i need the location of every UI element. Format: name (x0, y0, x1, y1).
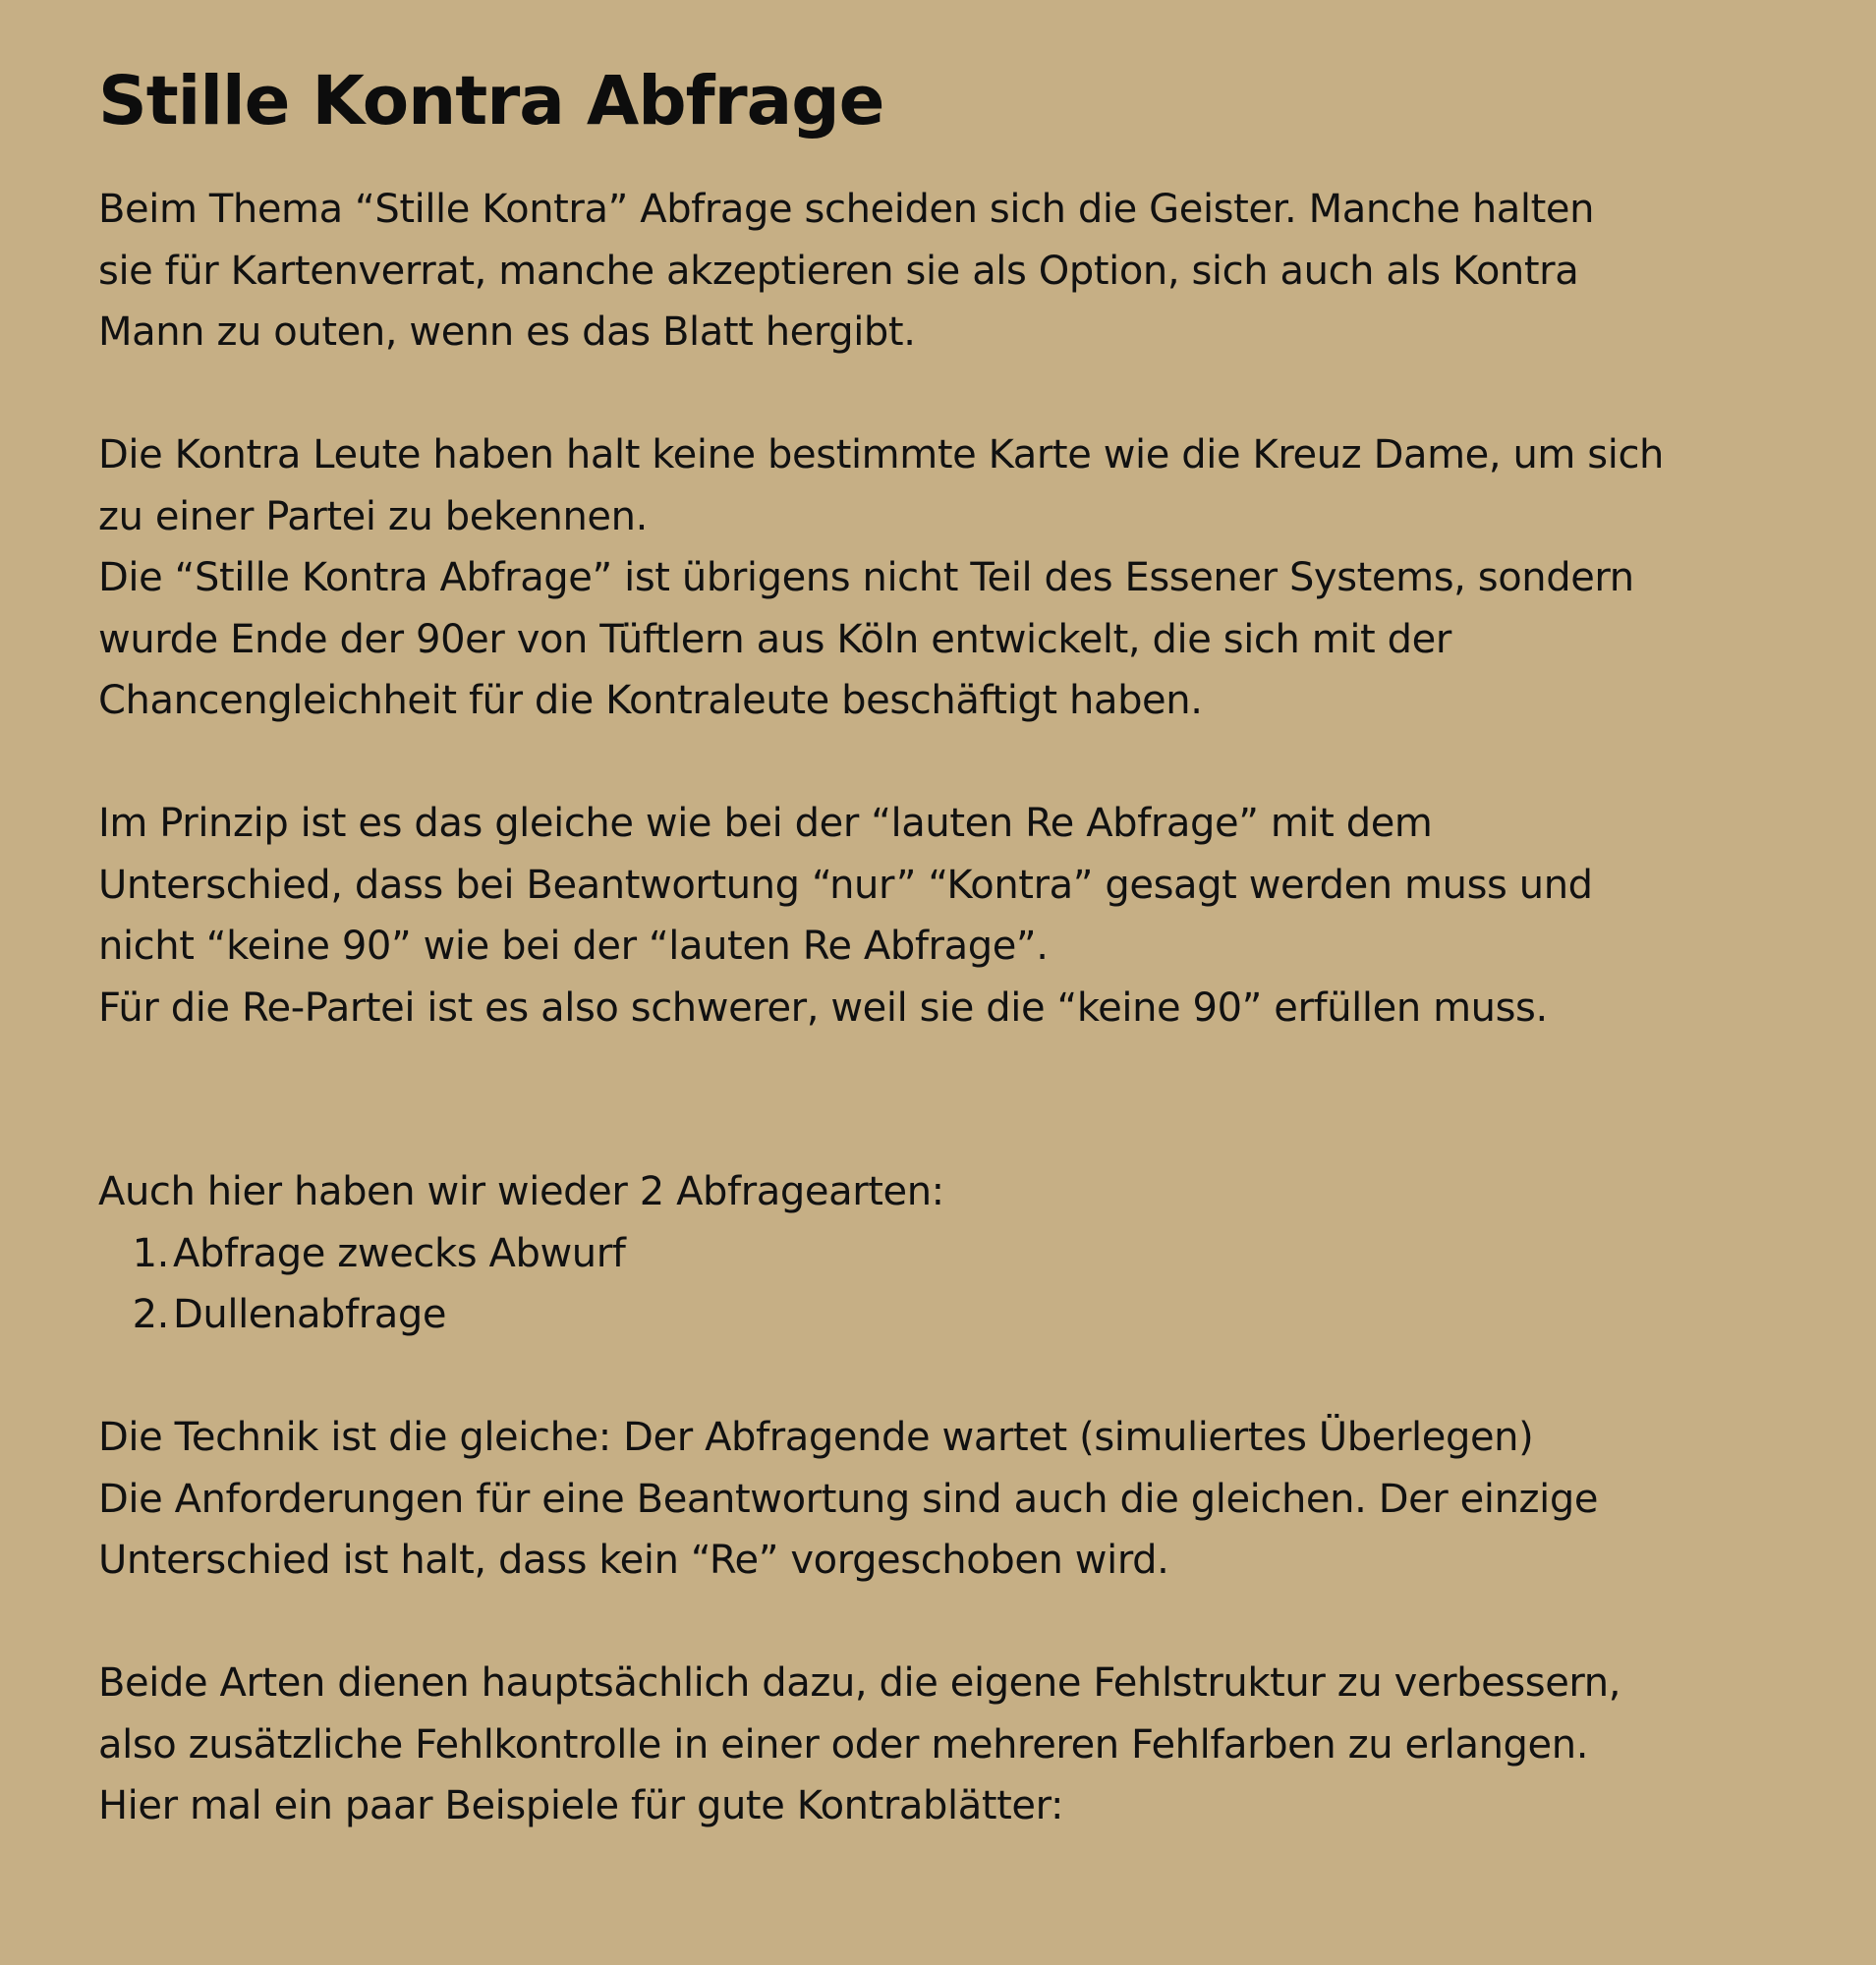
paragraph-spacer (98, 1039, 1790, 1161)
text-line: Die “Stille Kontra Abfrage” ist übrigens nicht Teil des Essener Systems, sondern (98, 555, 1634, 600)
text-line: also zusätzliche Fehlkontrolle in einer oder mehreren Fehlfarben zu erlangen. (98, 1721, 1589, 1768)
list-item-number: 2. (132, 1292, 169, 1337)
text-line: Chancengleichheit für die Kontraleute beschäftigt haben. (98, 678, 1203, 723)
paragraph-spacer (98, 364, 1790, 425)
text-line: Unterschied ist halt, dass kein “Re” vorgeschoben wird. (98, 1538, 1169, 1583)
text-line: sie für Kartenverrat, manche akzeptieren sie als Option, sich auch als Kontra (98, 248, 1579, 294)
text-line: Für die Re-Partei ist es also schwerer, weil sie die “keine 90” erfüllen muss. (98, 984, 1548, 1031)
text-line: Im Prinzip ist es das gleiche wie bei der “lauten Re Abfrage” mit dem (98, 801, 1433, 846)
text-line: Beim Thema “Stille Kontra” Abfrage scheiden sich die Geister. Manche halten (98, 187, 1595, 232)
list-item-text: Abfrage zwecks Abwurf (173, 1230, 626, 1276)
document-body (98, 179, 1790, 1837)
text-line: Beide Arten dienen hauptsächlich dazu, die eigene Fehlstruktur zu verbessern, (98, 1660, 1621, 1706)
list-item-number: 1. (132, 1230, 169, 1276)
paragraph-1 (98, 179, 1790, 364)
text-line: Mann zu outen, wenn es das Blatt hergibt. (98, 309, 916, 355)
paragraph-spacer (98, 732, 1790, 794)
text-line: wurde Ende der 90er von Tüftlern aus Köln entwickelt, die sich mit der (98, 616, 1451, 662)
paragraph-3 (98, 793, 1790, 1039)
paragraph-2 (98, 424, 1790, 732)
text-line: Unterschied, dass bei Beantwortung “nur” “Kontra” gesagt werden muss und (98, 862, 1593, 908)
paragraph-spacer (98, 1346, 1790, 1408)
paragraph-5 (98, 1407, 1790, 1592)
text-line: Die Kontra Leute haben halt keine bestimmte Karte wie die Kreuz Dame, um sich (98, 432, 1665, 477)
text-line: nicht “keine 90” wie bei der “lauten Re Abfrage”. (98, 924, 1049, 969)
paragraph-4 (98, 1161, 1790, 1346)
list-item-text: Dullenabfrage (173, 1292, 447, 1337)
list-item (98, 1284, 1790, 1346)
text-line: Die Technik ist die gleiche: Der Abfragende wartet (simuliertes Überlegen) (98, 1415, 1534, 1460)
text-line: Die Anforderungen für eine Beantwortung sind auch die gleichen. Der einzige (98, 1476, 1599, 1522)
text-line: zu einer Partei zu bekennen. (98, 493, 648, 539)
paragraph-spacer (98, 1592, 1790, 1654)
page-title: Stille Kontra Abfrage (98, 62, 884, 140)
text-line: Hier mal ein paar Beispiele für gute Kontrablätter: (98, 1783, 1064, 1828)
paragraph-6 (98, 1653, 1790, 1837)
list-item (98, 1223, 1790, 1285)
text-line: Auch hier haben wir wieder 2 Abfragearten: (98, 1169, 944, 1214)
numbered-list (98, 1223, 1790, 1346)
